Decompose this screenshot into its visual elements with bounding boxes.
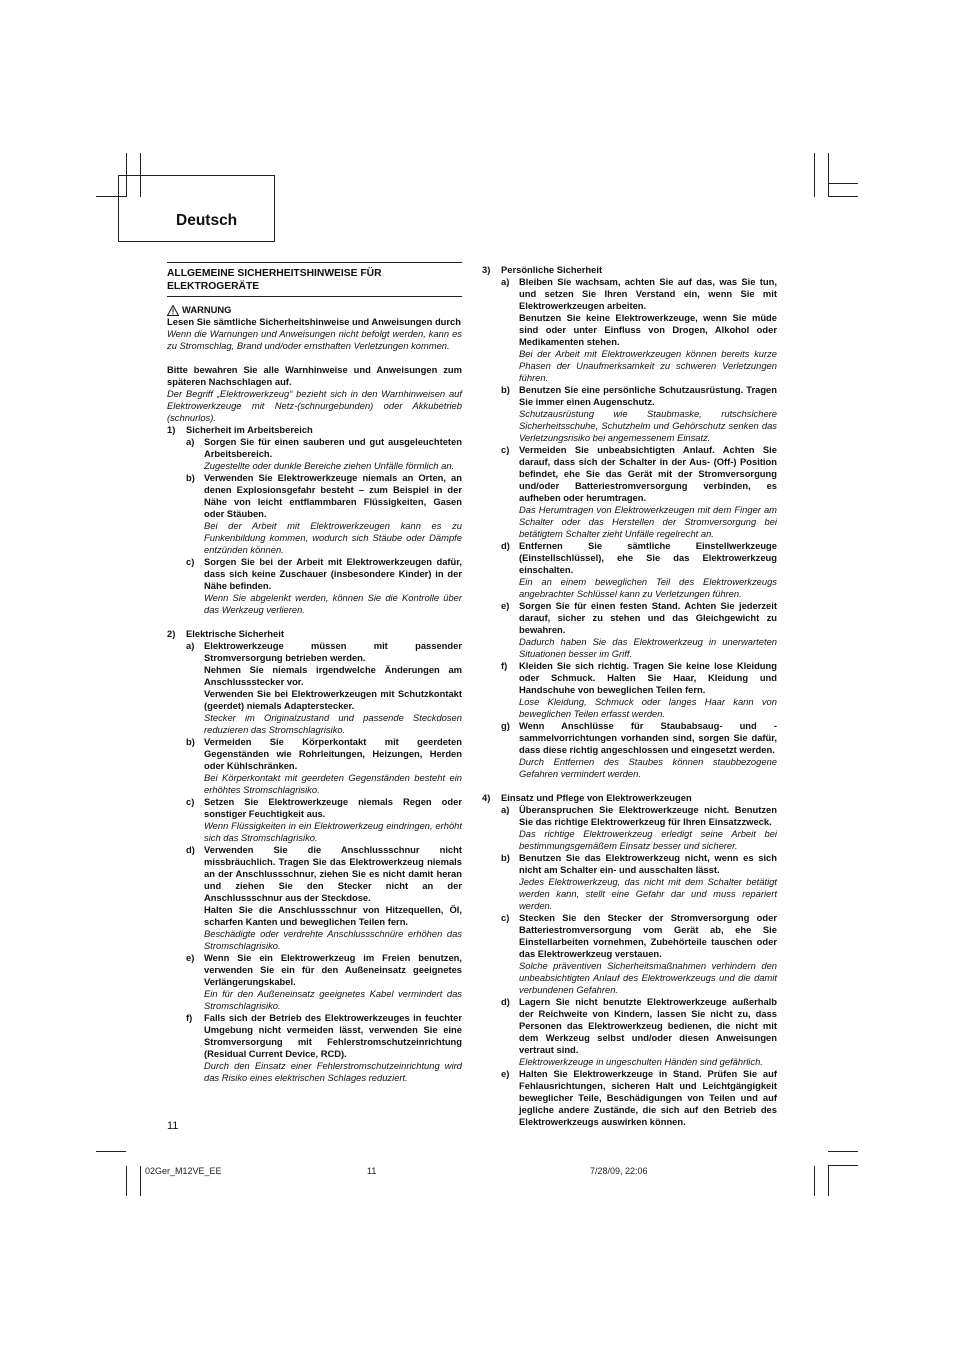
item-body	[519, 540, 777, 600]
instruction-text: Lagern Sie nicht benutzte Elektrowerkzeuge außerhalb der Reichweite von Kindern, lassen Sie nicht zu, dass Personen das Elektrowerkzeug bedienen, die nicht mit dem Werkzeug selbst und/oder diesen Anweisungen vertraut sind.	[519, 996, 777, 1055]
explanation-text: Das Herumtragen von Elektrowerkzeugen mit dem Finger am Schalter oder das Herstellen der Stromversorgung bei betätigtem Schalter zieht Unfälle regelrecht an.	[519, 504, 777, 539]
instruction-text: Halten Sie Elektrowerkzeuge in Stand. Prüfen Sie auf Fehlausrichtungen, sicheren Halt und Leichtgängigkeit beweglicher Teile, Beschädigungen von Teilen und auf jegliche andere Zustände, die sich auf den Betrieb des Elektrowerkzeugs auswirken können.	[519, 1068, 777, 1127]
item-label: b)	[501, 852, 510, 863]
item-label: a)	[501, 804, 510, 815]
explanation-text: Zugestellte oder dunkle Bereiche ziehen Unfälle förmlich an.	[204, 460, 455, 471]
section-heading: ALLGEMEINE SICHERHEITSHINWEISE FÜR ELEKTROGERÄTE	[167, 262, 462, 297]
item-label: g)	[501, 720, 510, 731]
section-title-row	[167, 424, 462, 436]
item-label: d)	[186, 844, 195, 855]
instruction-text: Vermeiden Sie Körperkontakt mit geerdeten Gegenständen wie Rohrleitungen, Heizungen, Herden oder Kühlschränken.	[204, 736, 462, 771]
instruction-text: Verwenden Sie die Anschlussschnur nicht missbräuchlich. Tragen Sie das Elektrowerkzeug niemals an der Anschlussschnur, ziehen Sie es nicht damit heran und ziehen Sie den Stecker nicht an der Anschlussschnur aus der Steckdose.	[204, 844, 462, 903]
instruction-text: Bleiben Sie wachsam, achten Sie auf das, was Sie tun, und setzen Sie Ihren Verstand ein, wenn Sie mit Elektrowerkzeugen arbeiten.	[519, 276, 777, 311]
explanation-text: Schutzausrüstung wie Staubmaske, rutschsichere Sicherheitsschuhe, Schutzhelm und Gehörschutz senken das Verletzungsrisiko bei angemessenem Einsatz.	[519, 408, 777, 443]
section-title: Elektrische Sicherheit	[186, 628, 284, 639]
section-title: Persönliche Sicherheit	[501, 264, 603, 275]
instruction-text: Vermeiden Sie unbeabsichtigten Anlauf. Achten Sie darauf, dass sich der Schalter in der Aus- (Off-) Position befindet, ehe Sie das Gerät mit der Stromversorgung und/oder Batteriestromversorgung verbinden, es aufheben oder herumtragen.	[519, 444, 777, 503]
item-body	[204, 796, 462, 844]
explanation-text: Bei Körperkontakt mit geerdeten Gegenständen besteht ein erhöhtes Stromschlagrisiko.	[204, 772, 462, 795]
item-body	[519, 1068, 777, 1128]
section-title-row	[167, 628, 462, 640]
list-item	[501, 852, 777, 912]
footer-page: 11	[367, 1166, 377, 1176]
instruction-text: Benutzen Sie keine Elektrowerkzeuge, wenn Sie müde sind oder unter Einfluss von Drogen, Alkohol oder Medikamenten stehen.	[519, 312, 777, 347]
instruction-text: Kleiden Sie sich richtig. Tragen Sie keine lose Kleidung oder Schmuck. Halten Sie Haar, Kleidung und Handschuhe von beweglichen Teilen fern.	[519, 660, 777, 695]
item-label: c)	[501, 912, 510, 923]
item-body	[204, 472, 462, 556]
instruction-text: Sorgen Sie für einen festen Stand. Achten Sie jederzeit darauf, sicher zu stehen und das Gleichgewicht zu bewahren.	[519, 600, 777, 635]
item-body	[519, 276, 777, 384]
item-label: d)	[501, 540, 510, 551]
item-body	[519, 444, 777, 540]
item-label: c)	[501, 444, 510, 455]
left-column	[167, 262, 462, 1084]
instruction-text: Benutzen Sie das Elektrowerkzeug nicht, wenn es sich nicht am Schalter ein- und ausschalten lässt.	[519, 852, 777, 875]
item-label: d)	[501, 996, 510, 1007]
explanation-text: Lose Kleidung, Schmuck oder langes Haar kann von beweglichen Teilen erfasst werden.	[519, 696, 777, 719]
item-label: a)	[501, 276, 510, 287]
footer-filename: 02Ger_M12VE_EE	[145, 1166, 222, 1176]
explanation-text: Wenn Sie abgelenkt werden, können Sie die Kontrolle über das Werkzeug verlieren.	[204, 592, 462, 615]
instruction-text: Sorgen Sie bei der Arbeit mit Elektrowerkzeugen dafür, dass sich keine Zuschauer (insbesondere Kinder) in der Nähe befinden.	[204, 556, 462, 591]
section	[167, 628, 462, 1084]
list-item	[501, 444, 777, 540]
explanation-text: Jedes Elektrowerkzeug, das nicht mit dem Schalter betätigt werden kann, stellt eine Gefahr dar und muss repariert werden.	[519, 876, 777, 911]
item-body	[204, 640, 462, 736]
warning-label-row	[167, 304, 462, 316]
item-label: b)	[186, 736, 195, 747]
instruction-text: Verwenden Sie bei Elektrowerkzeugen mit Schutzkontakt (geerdet) niemals Adapterstecker.	[204, 688, 462, 711]
list-item	[501, 996, 777, 1068]
instruction-text: Überanspruchen Sie Elektrowerkzeuge nicht. Benutzen Sie das richtige Elektrowerkzeug für Ihren Einsatzzweck.	[519, 804, 777, 827]
right-column	[482, 264, 777, 1128]
section	[167, 424, 462, 616]
item-body	[519, 804, 777, 852]
item-body	[204, 736, 462, 796]
item-label: b)	[186, 472, 195, 483]
instruction-text: Verwenden Sie Elektrowerkzeuge niemals an Orten, an denen Explosionsgefahr besteht – zum Beispiel in der Nähe von leicht entflammbaren Flüssigkeiten, Gasen oder Stäuben.	[204, 472, 462, 519]
list-item	[186, 640, 462, 736]
warning-italic-text: Wenn die Warnungen und Anweisungen nicht befolgt werden, kann es zu Stromschlag, Brand und/oder ernsthaften Verletzungen kommen.	[167, 328, 462, 351]
warning-bold-text: Lesen Sie sämtliche Sicherheitshinweise und Anweisungen durch	[167, 316, 461, 327]
section	[482, 792, 777, 1128]
instruction-text: Wenn Sie ein Elektrowerkzeug im Freien benutzen, verwenden Sie ein für den Außeneinsatz geeignetes Verlängerungskabel.	[204, 952, 462, 987]
page-number: 11	[167, 1120, 179, 1132]
item-label: e)	[186, 952, 195, 963]
instruction-text: Setzen Sie Elektrowerkzeuge niemals Regen oder sonstiger Feuchtigkeit aus.	[204, 796, 462, 819]
item-body	[519, 660, 777, 720]
item-label: f)	[186, 1012, 193, 1023]
list-item	[501, 660, 777, 720]
item-label: b)	[501, 384, 510, 395]
list-item	[186, 1012, 462, 1084]
instruction-text: Benutzen Sie eine persönliche Schutzausrüstung. Tragen Sie immer einen Augenschutz.	[519, 384, 777, 407]
section-title: Einsatz und Pflege von Elektrowerkzeugen	[501, 792, 692, 803]
warning-triangle-icon	[167, 305, 179, 316]
list-item	[186, 472, 462, 556]
explanation-text: Durch den Einsatz einer Fehlerstromschutzeinrichtung wird das Risiko eines elektrischen Schlages reduziert.	[204, 1060, 462, 1083]
list-item	[501, 1068, 777, 1128]
list-item	[501, 600, 777, 660]
instruction-text: Falls sich der Betrieb des Elektrowerkzeuges in feuchter Umgebung nicht vermeiden lässt, verwenden Sie eine Stromversorgung mit Fehlerstromschutzeinrichtung (Residual Current Device, RCD).	[204, 1012, 462, 1059]
item-label: f)	[501, 660, 508, 671]
item-label: a)	[186, 640, 195, 651]
item-body	[519, 600, 777, 660]
list-item	[186, 844, 462, 952]
item-label: a)	[186, 436, 195, 447]
explanation-text: Das richtige Elektrowerkzeug erledigt seine Arbeit bei bestimmungsgemäßem Einsatz besser und sicherer.	[519, 828, 777, 851]
section-title-row	[482, 264, 777, 276]
item-label: e)	[501, 600, 510, 611]
section-number: 3)	[482, 264, 491, 275]
list-item	[501, 720, 777, 780]
list-item	[186, 796, 462, 844]
instruction-text: Entfernen Sie sämtliche Einstellwerkzeuge (Einstellschlüssel), ehe Sie das Elektrowerkzeug einschalten.	[519, 540, 777, 575]
instruction-text: Nehmen Sie niemals irgendwelche Änderungen am Anschlussstecker vor.	[204, 664, 462, 687]
item-body	[519, 852, 777, 912]
language-tab	[118, 175, 275, 242]
item-body	[204, 844, 462, 952]
list-item	[186, 556, 462, 616]
explanation-text: Wenn Flüssigkeiten in ein Elektrowerkzeug eindringen, erhöht sich das Stromschlagrisiko.	[204, 820, 462, 843]
explanation-text: Bei der Arbeit mit Elektrowerkzeugen kann es zu Funkenbildung kommen, wodurch sich Stäube oder Dämpfe entzünden können.	[204, 520, 462, 555]
term-definition-text: Der Begriff „Elektrowerkzeug“ bezieht sich in den Warnhinweisen auf Elektrowerkzeuge mit Netz-(schnurgebunden) oder Akkubetrieb (schnurlos).	[167, 388, 462, 423]
item-body	[519, 996, 777, 1068]
list-item	[186, 736, 462, 796]
section-number: 2)	[167, 628, 176, 639]
explanation-text: Elektrowerkzeuge in ungeschulten Händen sind gefährlich.	[519, 1056, 763, 1067]
section-number: 1)	[167, 424, 176, 435]
explanation-text: Dadurch haben Sie das Elektrowerkzeug in unerwarteten Situationen besser im Griff.	[519, 636, 777, 659]
list-item	[501, 384, 777, 444]
section	[482, 264, 777, 780]
explanation-text: Bei der Arbeit mit Elektrowerkzeugen können bereits kurze Phasen der Unaufmerksamkeit zu schweren Verletzungen führen.	[519, 348, 777, 383]
item-body	[204, 1012, 462, 1084]
item-label: e)	[501, 1068, 510, 1079]
item-body	[519, 720, 777, 780]
section-number: 4)	[482, 792, 491, 803]
language-title: Deutsch	[176, 212, 238, 229]
list-item	[186, 952, 462, 1012]
instruction-text: Wenn Anschlüsse für Staubabsaug- und -sammelvorrichtungen vorhanden sind, sorgen Sie dafür, dass diese richtig angeschlossen und eingesetzt werden.	[519, 720, 777, 755]
explanation-text: Durch Entfernen des Staubes können staubbezogene Gefahren vermindert werden.	[519, 756, 777, 779]
item-body	[519, 384, 777, 444]
sections-right	[482, 264, 777, 1128]
item-label: c)	[186, 556, 195, 567]
explanation-text: Ein für den Außeneinsatz geeignetes Kabel vermindert das Stromschlagrisiko.	[204, 988, 462, 1011]
list-item	[186, 436, 462, 472]
item-body	[204, 556, 462, 616]
item-label: c)	[186, 796, 195, 807]
list-item	[501, 276, 777, 384]
footer-date: 7/28/09, 22:06	[590, 1166, 648, 1176]
section-title: Sicherheit im Arbeitsbereich	[186, 424, 313, 435]
explanation-text: Stecker im Originalzustand und passende Steckdosen reduzieren das Stromschlagrisiko.	[204, 712, 462, 735]
item-body	[519, 912, 777, 996]
item-body	[204, 952, 462, 1012]
explanation-text: Beschädigte oder verdrehte Anschlussschnüre erhöhen das Stromschlagrisiko.	[204, 928, 462, 951]
explanation-text: Solche präventiven Sicherheitsmaßnahmen verhindern den unbeabsichtigten Anlauf des Elektrowerkzeugs und die damit verbundenen Gefahren.	[519, 960, 777, 995]
list-item	[501, 912, 777, 996]
instruction-text: Sorgen Sie für einen sauberen und gut ausgeleuchteten Arbeitsbereich.	[204, 436, 462, 459]
instruction-text: Elektrowerkzeuge müssen mit passender Stromversorgung betrieben werden.	[204, 640, 462, 663]
warning-label: WARNUNG	[182, 304, 232, 315]
explanation-text: Ein an einem beweglichen Teil des Elektrowerkzeugs angebrachter Schlüssel kann zu Verletzungen führen.	[519, 576, 777, 599]
instruction-text: Halten Sie die Anschlussschnur von Hitzequellen, Öl, scharfen Kanten und beweglichen Teilen fern.	[204, 904, 462, 927]
item-body	[204, 436, 462, 472]
keep-instructions-text: Bitte bewahren Sie alle Warnhinweise und Anweisungen zum späteren Nachschlagen auf.	[167, 364, 462, 387]
sections-left	[167, 424, 462, 1084]
list-item	[501, 540, 777, 600]
section-title-row	[482, 792, 777, 804]
list-item	[501, 804, 777, 852]
instruction-text: Stecken Sie den Stecker der Stromversorgung oder Batteriestromversorgung vom Gerät ab, ehe Sie Einstellarbeiten vornehmen, Zubehörteile tauschen oder das Elektrowerkzeug verstauen.	[519, 912, 777, 959]
